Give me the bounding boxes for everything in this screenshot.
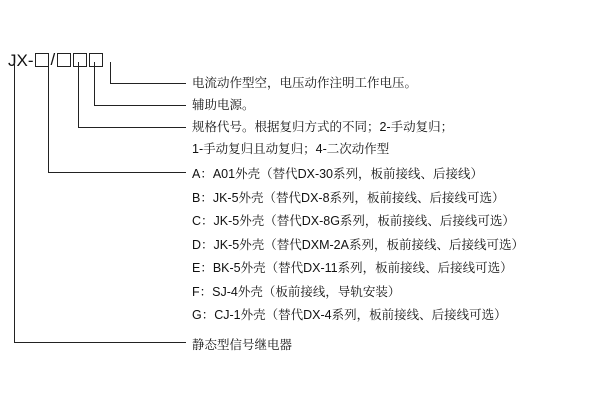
shell-options-list: [192, 163, 524, 328]
model-code: [8, 50, 104, 70]
shell-option-f: F：SJ-4外壳（板前接线，导轨安装）: [192, 284, 401, 299]
annotation-auxiliary-power: 辅助电源。: [192, 98, 255, 112]
shell-option-d: D：JK-5外壳（替代DXM-2A系列，板前接线、后接线可选）: [192, 237, 524, 252]
model-code-prefix: JX-: [8, 50, 34, 70]
code-box-4: [89, 53, 103, 67]
code-box-1: [35, 53, 49, 67]
shell-option-e: E：BK-5外壳（替代DX-11系列，板前接线、后接线可选）: [192, 261, 513, 275]
code-box-2: [57, 53, 71, 67]
model-code-separator: /: [50, 50, 56, 69]
shell-option-a: A：A01外壳（替代DX-30系列，板前接线、后接线）: [192, 167, 484, 181]
shell-option-b: B：JK-5外壳（替代DX-8系列，板前接线、后接线可选）: [192, 190, 505, 205]
product-name-label: 静态型信号继电器: [192, 338, 293, 352]
shell-option-g: G：CJ-1外壳（替代DX-4系列，板前接线、后接线可选）: [192, 308, 507, 322]
annotation-spec-code-line2: 1-手动复归且动复归；4-二次动作型: [192, 142, 390, 156]
annotation-current-voltage: 电流动作型空，电压动作注明工作电压。: [192, 76, 418, 90]
shell-option-c: C：JK-5外壳（替代DX-8G系列，板前接线、后接线可选）: [192, 214, 515, 228]
code-box-3: [73, 53, 87, 67]
annotation-spec-code-line1: 规格代号。根据复归方式的不同；2-手动复归；: [192, 120, 454, 134]
